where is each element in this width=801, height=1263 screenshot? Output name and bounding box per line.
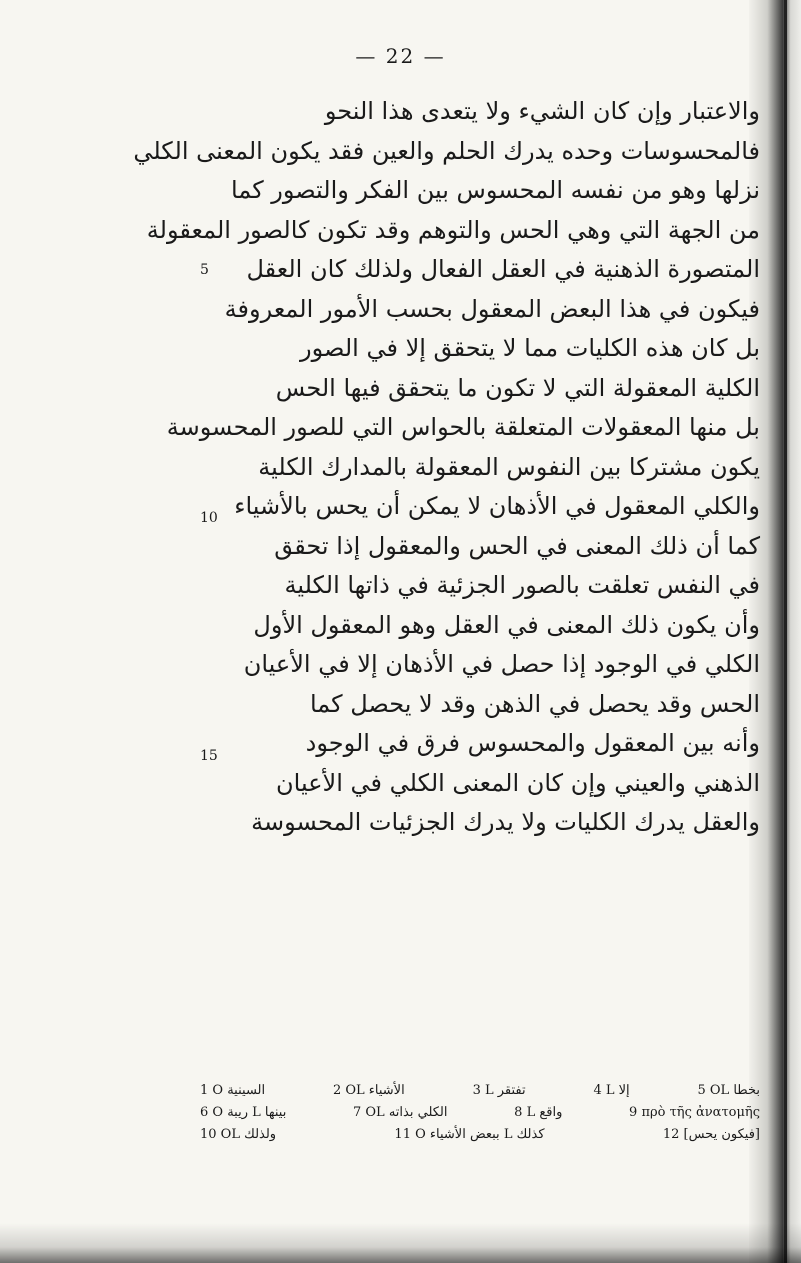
- text-line: بل كان هذه الكليات مما لا يتحقق إلا في الصور: [300, 334, 760, 362]
- footnote: 9 πρὸ τῆς ἀνατομῆς: [629, 1105, 760, 1120]
- text-line: وأنه بين المعقول والمحسوس فرق في الوجود: [305, 729, 760, 757]
- footnote: 8 L واقع: [514, 1105, 563, 1120]
- footnote: 6 O ريبة L بينها: [200, 1105, 287, 1120]
- line-number-10: 10: [200, 510, 218, 526]
- footnote: 12 [فيكون يحس]: [662, 1127, 760, 1142]
- spine-edge: [784, 0, 787, 1263]
- footnote: 4 L إلا: [593, 1083, 630, 1098]
- text-line: فالمحسوسات وحده يدرك الحلم والعين فقد يكون المعنى الكلي: [133, 136, 760, 165]
- text-line: بل منها المعقولات المتعلقة بالحواس التي للصور المحسوسة: [166, 413, 760, 441]
- text-line: الذهني والعيني وإن كان المعنى الكلي في الأعيان: [276, 768, 760, 797]
- bottom-shadow: [0, 1223, 801, 1263]
- page-number: — 22 —: [355, 44, 446, 68]
- footnote-row: [200, 1124, 760, 1146]
- line-number-15: 15: [200, 748, 218, 764]
- text-line: المتصورة الذهنية في العقل الفعال ولذلك كان العقل: [246, 255, 760, 283]
- text-line: الحس وقد يحصل في الذهن وقد لا يحصل كما: [309, 689, 760, 718]
- text-line: كما أن ذلك المعنى في الحس والمعقول إذا تحقق: [274, 531, 760, 560]
- main-text-block: [133, 92, 760, 843]
- footnote-row: [200, 1080, 760, 1102]
- text-line: والعقل يدرك الكليات ولا يدرك الجزئيات المحسوسة: [251, 808, 760, 836]
- text-line: فيكون في هذا البعض المعقول بحسب الأمور المعروفة: [224, 294, 760, 323]
- footnote: 10 OL ولذلك: [200, 1127, 277, 1142]
- footnote: 7 OL الكلي بذاته: [353, 1105, 448, 1120]
- text-line: والاعتبار وإن كان الشيء ولا يتعدى هذا النحو: [324, 97, 760, 125]
- text-line: في النفس تعلقت بالصور الجزئية في ذاتها الكلية: [284, 571, 760, 599]
- footnote: 11 O ببعض الأشياء L كذلك: [394, 1127, 545, 1142]
- text-line: نزلها وهو من نفسه المحسوس بين الفكر والتصور كما: [231, 176, 760, 204]
- text-line: والكلي المعقول في الأذهان لا يمكن أن يحس بالأشياء: [234, 492, 760, 520]
- footnote-row: [200, 1102, 760, 1124]
- text-line: الكلية المعقولة التي لا تكون ما يتحقق فيها الحس: [275, 373, 760, 402]
- footnote: 2 OL الأشياء: [332, 1083, 405, 1098]
- text-line: الكلي في الوجود إذا حصل في الأذهان إلا في الأعيان: [243, 650, 760, 678]
- footnote: 5 OL بخطا: [697, 1083, 760, 1098]
- text-line: من الجهة التي وهي الحس والتوهم وقد تكون كالصور المعقولة: [146, 215, 760, 244]
- footnotes: [200, 1080, 760, 1146]
- footnote: 3 L تفتقر: [472, 1083, 526, 1098]
- line-number-5: 5: [200, 262, 209, 278]
- text-line: يكون مشتركا بين النفوس المعقولة بالمدارك الكلية: [258, 452, 760, 481]
- footnote: 1 O السينية: [200, 1083, 266, 1098]
- text-line: وأن يكون ذلك المعنى في العقل وهو المعقول الأول: [253, 610, 760, 639]
